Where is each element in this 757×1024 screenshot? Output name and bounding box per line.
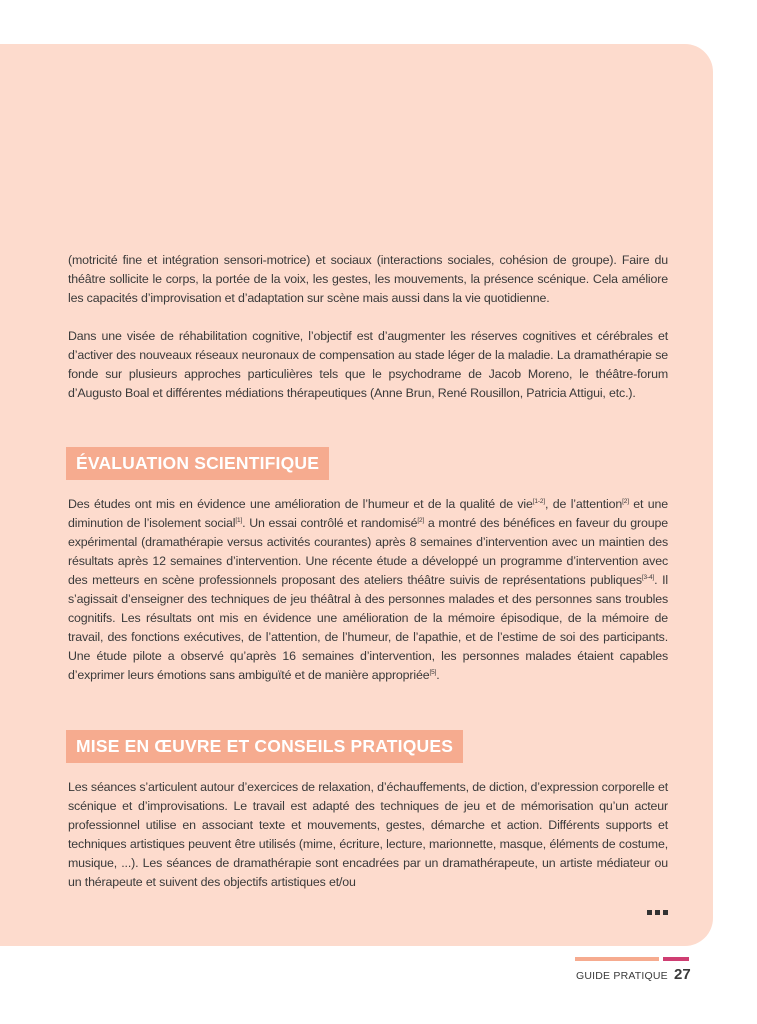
reference-3-4: [3-4] <box>641 574 655 581</box>
intro-paragraph-1: (motricité fine et intégration sensori-motrice) et sociaux (interactions sociales, cohésion de groupe). Faire du théâtre sollicite le corps, la portée de la voix, les gestes, les mouvements, la présence scénique. Cela améliore les capacités d’improvisation et d’adaptation sur scène mais aussi dans la vie quotidienne. <box>68 253 668 305</box>
reference-1: [1] <box>235 517 243 524</box>
intro-paragraph-2: Dans une visée de réhabilitation cognitive, l’objectif est d’augmenter les réserves cognitives et cérébrales et d’activer des nouveaux réseaux neuronaux de compensation au stade léger de la maladie. La dramathérapie se fonde sur plusieurs approches particulières tels que le psychodrame de Jacob Moreno, le théâtre-forum d’Augusto Boal et différentes médiations thérapeutiques (Anne Brun, René Rousillon, Patricia Attigui, etc.). <box>68 329 668 400</box>
mise-en-oeuvre-paragraph: Les séances s’articulent autour d’exercices de relaxation, d’échauffements, de diction, d’expression corporelle et scénique et d’improvisations. Le travail est adapté des techniques de jeu et de mémorisation qu’un acteur professionnel utilise en associant texte et mouvements, gestes, démarche et action. Différents supports et techniques artistiques peuvent être utilisés (mime, écriture, lecture, marionnette, masque, éléments de costume, musique, ...). Les séances de dramathérapie sont encadrées par un dramathérapeute, un artiste médiateur ou un thérapeute et suivent des objectifs artistiques et/ou <box>68 780 668 889</box>
reference-1-2: [1-2] <box>532 498 546 505</box>
page-number: 27 <box>674 966 691 983</box>
evaluation-paragraph: Des études ont mis en évidence une amélioration de l’humeur et de la qualité de vie[1-2], de l’attention[2] et une diminution de l’isolement social[1]. Un essai contrôlé et randomisé[2] a montré des bénéfices en faveur du groupe expérimental (dramathérapie versus activités courantes) après 8 semaines d’intervention avec un maintien des résultats après 12 semaines d’intervention. Une récente étude a développé un programme d’intervention avec des metteurs en scène professionnels proposant des ateliers théâtre suivis de représentations publiques[3-4]. Il s’agissait d’enseigner des techniques de jeu théâtral à des personnes malades et des personnes sans troubles cognitifs. Les résultats ont mis en évidence une amélioration de la mémoire épisodique, de la mémoire de travail, des fonctions exécutives, de l’attention, de l’humeur, de l’apathie, et de l’estime de soi des participants. Une étude pilote a observé qu’après 16 semaines d’intervention, les personnes malades étaient capables d’exprimer leurs émotions sans ambiguïté et de manière appropriée[5]. <box>68 497 668 682</box>
footer-accent-bar-pink <box>663 957 689 961</box>
continued-indicator-icon <box>647 910 668 915</box>
reference-2a: [2] <box>622 498 629 505</box>
reference-2b: [2] <box>417 517 425 524</box>
reference-5: [5] <box>429 669 437 676</box>
footer-guide-label: GUIDE PRATIQUE <box>576 970 668 982</box>
section-heading-evaluation: ÉVALUATION SCIENTIFIQUE <box>66 447 329 480</box>
footer-accent-bar <box>575 957 659 961</box>
section-heading-mise-en-oeuvre: MISE EN ŒUVRE ET CONSEILS PRATIQUES <box>66 730 463 763</box>
